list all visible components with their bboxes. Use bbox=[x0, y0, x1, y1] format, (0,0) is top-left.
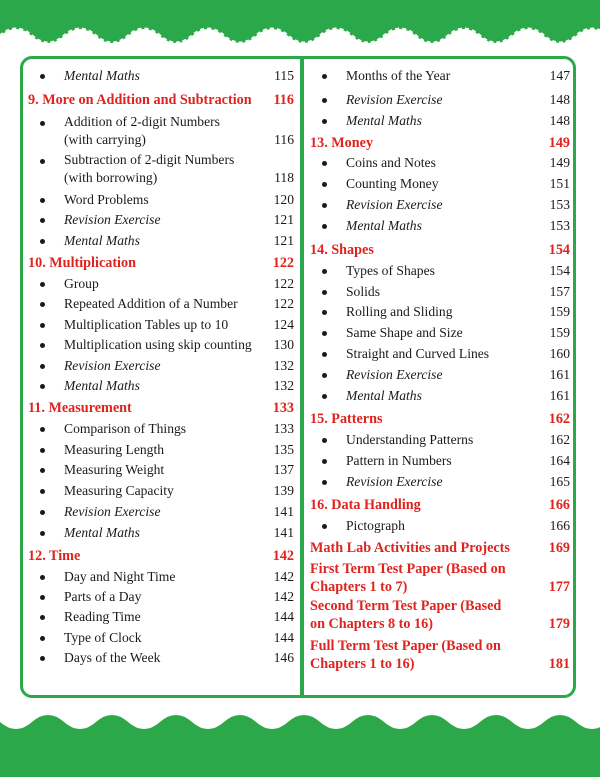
bullet-icon bbox=[322, 161, 327, 166]
toc-entry bbox=[310, 216, 570, 236]
entry-page-number: 141 bbox=[273, 504, 294, 519]
chapter-entry bbox=[310, 560, 570, 598]
entry-title: Multiplication using skip counting bbox=[64, 337, 252, 352]
entry-page-number: 154 bbox=[549, 263, 570, 278]
toc-entry bbox=[310, 174, 570, 194]
entry-title: Counting Money bbox=[346, 176, 439, 191]
toc-entry bbox=[310, 344, 570, 364]
toc-entry bbox=[28, 607, 294, 627]
entry-title: Comparison of Things bbox=[64, 421, 187, 436]
bullet-icon bbox=[40, 448, 45, 453]
entry-title: Subtraction of 2-digit Numbers (with borrowing) bbox=[64, 152, 235, 185]
toc-entry bbox=[28, 481, 294, 501]
entry-page-number: 169 bbox=[548, 540, 570, 556]
entry-page-number: 148 bbox=[549, 113, 570, 128]
entry-page-number: 179 bbox=[548, 616, 570, 632]
entry-title: Solids bbox=[346, 284, 380, 299]
toc-entry bbox=[28, 567, 294, 587]
toc-entry bbox=[28, 460, 294, 480]
entry-page-number: 121 bbox=[273, 233, 294, 248]
bullet-icon bbox=[40, 282, 45, 287]
bullet-icon bbox=[322, 459, 327, 464]
entry-page-number: 147 bbox=[549, 68, 570, 83]
entry-title: Revision Exercise bbox=[346, 474, 443, 489]
toc-entry bbox=[28, 628, 294, 648]
entry-page-number: 130 bbox=[273, 337, 294, 352]
bullet-icon bbox=[322, 373, 327, 378]
entry-page-number: 139 bbox=[273, 483, 294, 498]
entry-title: 14. Shapes bbox=[310, 242, 374, 258]
bullet-icon bbox=[40, 656, 45, 661]
entry-title: Months of the Year bbox=[346, 68, 451, 83]
chapter-entry bbox=[310, 133, 570, 153]
entry-page-number: 149 bbox=[549, 155, 570, 170]
entry-title: Mental Maths bbox=[346, 218, 422, 233]
toc-entry bbox=[28, 419, 294, 439]
entry-title: Same Shape and Size bbox=[346, 325, 463, 340]
entry-title: Revision Exercise bbox=[346, 367, 443, 382]
bullet-icon bbox=[40, 636, 45, 641]
toc-entry bbox=[28, 66, 294, 86]
entry-page-number: 122 bbox=[273, 296, 294, 311]
entry-page-number: 154 bbox=[548, 242, 570, 258]
bullet-icon bbox=[40, 198, 45, 203]
entry-title: Pattern in Numbers bbox=[346, 453, 452, 468]
toc-entry bbox=[310, 195, 570, 215]
toc-entry bbox=[310, 430, 570, 450]
bullet-icon bbox=[322, 394, 327, 399]
entry-title: Measuring Weight bbox=[64, 462, 165, 477]
entry-page-number: 121 bbox=[273, 212, 294, 227]
entry-title: Mental Maths bbox=[346, 388, 422, 403]
toc-entry bbox=[28, 113, 294, 151]
entry-page-number: 142 bbox=[273, 589, 294, 604]
bullet-icon bbox=[40, 489, 45, 494]
entry-title: 9. More on Addition and Subtraction bbox=[28, 92, 252, 108]
toc-entry bbox=[310, 365, 570, 385]
entry-title: Days of the Week bbox=[64, 650, 161, 665]
entry-page-number: 132 bbox=[273, 378, 294, 393]
entry-page-number: 141 bbox=[273, 525, 294, 540]
toc-entry bbox=[28, 274, 294, 294]
entry-page-number: 115 bbox=[274, 68, 294, 83]
toc-entry bbox=[310, 323, 570, 343]
entry-page-number: 133 bbox=[272, 400, 294, 416]
toc-entry bbox=[28, 440, 294, 460]
bullet-icon bbox=[40, 510, 45, 515]
entry-page-number: 162 bbox=[549, 432, 570, 447]
toc-entry bbox=[310, 282, 570, 302]
toc-entry bbox=[28, 523, 294, 543]
bullet-icon bbox=[322, 224, 327, 229]
entry-page-number: 162 bbox=[548, 411, 570, 427]
entry-page-number: 164 bbox=[549, 453, 570, 468]
bullet-icon bbox=[322, 74, 327, 79]
chapter-entry bbox=[310, 538, 570, 558]
entry-page-number: 149 bbox=[548, 135, 570, 151]
bullet-icon bbox=[40, 218, 45, 223]
toc-entry bbox=[28, 151, 294, 189]
chapter-entry bbox=[310, 409, 570, 429]
bullet-icon bbox=[40, 302, 45, 307]
bullet-icon bbox=[40, 323, 45, 328]
chapter-entry bbox=[28, 90, 294, 110]
entry-page-number: 166 bbox=[549, 518, 570, 533]
entry-title: 13. Money bbox=[310, 135, 374, 151]
bullet-icon bbox=[322, 269, 327, 274]
chapter-entry bbox=[28, 398, 294, 418]
toc-entry bbox=[28, 315, 294, 335]
entry-page-number: 116 bbox=[273, 92, 294, 108]
entry-title: Pictograph bbox=[346, 518, 405, 533]
bullet-icon bbox=[322, 524, 327, 529]
bullet-icon bbox=[40, 575, 45, 580]
entry-page-number: 135 bbox=[273, 442, 294, 457]
entry-page-number: 122 bbox=[272, 255, 294, 271]
entry-page-number: 132 bbox=[273, 358, 294, 373]
entry-title: Group bbox=[64, 276, 99, 291]
entry-title: Measuring Capacity bbox=[64, 483, 174, 498]
entry-page-number: 124 bbox=[273, 317, 294, 332]
entry-title: Measuring Length bbox=[64, 442, 165, 457]
entry-page-number: 116 bbox=[274, 132, 294, 147]
entry-page-number: 151 bbox=[549, 176, 570, 191]
entry-title: Revision Exercise bbox=[64, 212, 161, 227]
toc-entry bbox=[310, 66, 570, 86]
bullet-icon bbox=[322, 352, 327, 357]
entry-page-number: 159 bbox=[549, 304, 570, 319]
chapter-entry bbox=[310, 597, 570, 635]
entry-title: Mental Maths bbox=[64, 233, 140, 248]
bullet-icon bbox=[40, 239, 45, 244]
entry-title: Mental Maths bbox=[346, 113, 422, 128]
toc-entry bbox=[310, 472, 570, 492]
toc-entry bbox=[310, 153, 570, 173]
entry-page-number: 157 bbox=[549, 284, 570, 299]
toc-entry bbox=[310, 516, 570, 536]
entry-page-number: 148 bbox=[549, 92, 570, 107]
entry-page-number: 177 bbox=[548, 579, 570, 595]
entry-page-number: 144 bbox=[273, 630, 294, 645]
entry-title: Mental Maths bbox=[64, 68, 140, 83]
toc-entry bbox=[28, 376, 294, 396]
bullet-icon bbox=[322, 331, 327, 336]
toc-entry bbox=[28, 587, 294, 607]
entry-title: 11. Measurement bbox=[28, 400, 132, 416]
entry-title: Mental Maths bbox=[64, 525, 140, 540]
chapter-entry bbox=[28, 253, 294, 273]
entry-title: Full Term Test Paper (Based on Chapters 1 to 16) bbox=[310, 638, 501, 672]
bullet-icon bbox=[40, 595, 45, 600]
entry-page-number: 181 bbox=[548, 656, 570, 672]
entry-page-number: 161 bbox=[549, 367, 570, 382]
toc-entry bbox=[28, 648, 294, 668]
toc-entry bbox=[28, 335, 294, 355]
entry-page-number: 159 bbox=[549, 325, 570, 340]
toc-entry bbox=[310, 90, 570, 110]
entry-page-number: 142 bbox=[272, 548, 294, 564]
entry-title: Type of Clock bbox=[64, 630, 142, 645]
entry-page-number: 165 bbox=[549, 474, 570, 489]
entry-page-number: 166 bbox=[548, 497, 570, 513]
toc-entry bbox=[28, 356, 294, 376]
column-divider bbox=[300, 56, 304, 698]
toc-entry bbox=[310, 261, 570, 281]
entry-page-number: 161 bbox=[549, 388, 570, 403]
chapter-entry bbox=[310, 240, 570, 260]
bullet-icon bbox=[322, 98, 327, 103]
entry-title: Reading Time bbox=[64, 609, 141, 624]
toc-entry bbox=[310, 451, 570, 471]
entry-page-number: 142 bbox=[273, 569, 294, 584]
entry-page-number: 133 bbox=[273, 421, 294, 436]
bullet-icon bbox=[322, 290, 327, 295]
toc-entry bbox=[28, 190, 294, 210]
entry-title: Day and Night Time bbox=[64, 569, 176, 584]
entry-title: 16. Data Handling bbox=[310, 497, 421, 513]
bullet-icon bbox=[322, 182, 327, 187]
entry-page-number: 153 bbox=[549, 218, 570, 233]
entry-title: Revision Exercise bbox=[346, 197, 443, 212]
entry-title: Repeated Addition of a Number bbox=[64, 296, 238, 311]
toc-entry bbox=[310, 111, 570, 131]
bullet-icon bbox=[40, 531, 45, 536]
entry-page-number: 122 bbox=[273, 276, 294, 291]
entry-page-number: 137 bbox=[273, 462, 294, 477]
toc-entry bbox=[28, 210, 294, 230]
entry-title: Word Problems bbox=[64, 192, 149, 207]
entry-title: Revision Exercise bbox=[64, 504, 161, 519]
bullet-icon bbox=[40, 468, 45, 473]
bottom-scallop-border bbox=[0, 700, 600, 740]
toc-entry bbox=[310, 386, 570, 406]
bullet-icon bbox=[40, 159, 45, 164]
top-scallop-border bbox=[0, 18, 600, 58]
entry-title: Parts of a Day bbox=[64, 589, 142, 604]
chapter-entry bbox=[310, 637, 570, 675]
toc-entry bbox=[310, 302, 570, 322]
entry-title: Multiplication Tables up to 10 bbox=[64, 317, 229, 332]
entry-title: Addition of 2-digit Numbers (with carrying) bbox=[64, 114, 220, 147]
bullet-icon bbox=[322, 310, 327, 315]
bullet-icon bbox=[322, 480, 327, 485]
entry-title: 15. Patterns bbox=[310, 411, 383, 427]
entry-title: Revision Exercise bbox=[64, 358, 161, 373]
entry-title: Coins and Notes bbox=[346, 155, 436, 170]
bullet-icon bbox=[40, 384, 45, 389]
bullet-icon bbox=[40, 343, 45, 348]
bullet-icon bbox=[40, 121, 45, 126]
toc-entry bbox=[28, 294, 294, 314]
entry-title: Types of Shapes bbox=[346, 263, 435, 278]
bullet-icon bbox=[322, 203, 327, 208]
entry-title: Understanding Patterns bbox=[346, 432, 474, 447]
entry-title: Mental Maths bbox=[64, 378, 140, 393]
entry-page-number: 153 bbox=[549, 197, 570, 212]
bullet-icon bbox=[40, 364, 45, 369]
entry-title: First Term Test Paper (Based on Chapters 1 to 7) bbox=[310, 561, 506, 595]
bullet-icon bbox=[40, 74, 45, 79]
entry-page-number: 120 bbox=[273, 192, 294, 207]
entry-title: 10. Multiplication bbox=[28, 255, 136, 271]
entry-page-number: 160 bbox=[549, 346, 570, 361]
entry-title: Rolling and Sliding bbox=[346, 304, 453, 319]
bullet-icon bbox=[322, 438, 327, 443]
entry-title: Revision Exercise bbox=[346, 92, 443, 107]
bullet-icon bbox=[40, 615, 45, 620]
toc-entry bbox=[28, 502, 294, 522]
entry-title: Straight and Curved Lines bbox=[346, 346, 490, 361]
entry-title: Second Term Test Paper (Based on Chapters 8 to 16) bbox=[310, 598, 502, 632]
entry-page-number: 144 bbox=[273, 609, 294, 624]
bullet-icon bbox=[40, 427, 45, 432]
entry-title: Math Lab Activities and Projects bbox=[310, 540, 510, 556]
chapter-entry bbox=[310, 495, 570, 515]
chapter-entry bbox=[28, 546, 294, 566]
bullet-icon bbox=[322, 119, 327, 124]
entry-page-number: 118 bbox=[274, 170, 294, 185]
entry-page-number: 146 bbox=[273, 650, 294, 665]
toc-entry bbox=[28, 231, 294, 251]
entry-title: 12. Time bbox=[28, 548, 81, 564]
